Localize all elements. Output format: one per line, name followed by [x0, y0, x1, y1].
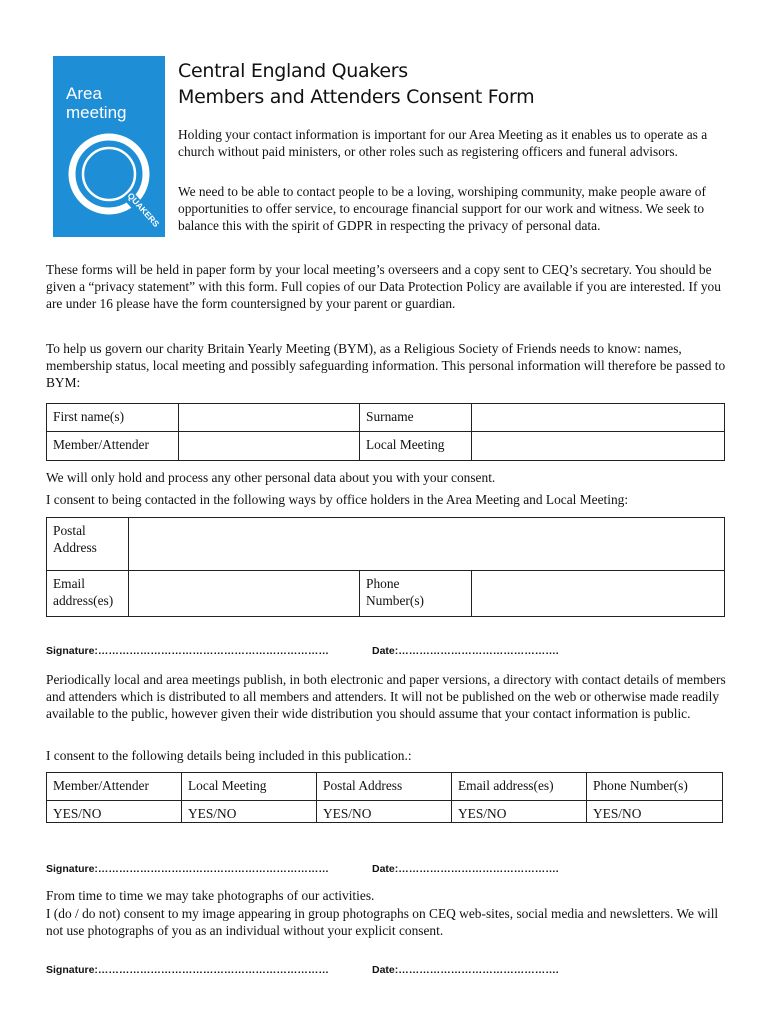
- signature-line-2[interactable]: Signature:…………………………………………………………: [46, 863, 329, 875]
- postal-label-line-1: Postal: [53, 523, 86, 538]
- phone-field[interactable]: [472, 571, 725, 617]
- pub-header-local-meeting: Local Meeting: [182, 773, 317, 801]
- area-meeting-logo: [53, 56, 165, 237]
- pub-header-postal-address: Postal Address: [317, 773, 452, 801]
- email-label-line-1: Email: [53, 576, 85, 591]
- signature-line-3[interactable]: Signature:…………………………………………………………: [46, 964, 329, 976]
- local-meeting-field[interactable]: [472, 432, 725, 461]
- local-meeting-label: Local Meeting: [360, 432, 472, 461]
- surname-label: Surname: [360, 404, 472, 432]
- title-line-2: Members and Attenders Consent Form: [178, 86, 535, 108]
- quaker-q-icon: [53, 56, 165, 237]
- publication-table: [46, 772, 723, 823]
- logo-line-area: Area: [66, 84, 102, 103]
- directory-paragraph: Periodically local and area meetings publish, in both electronic and paper versions, a directory with contact details of members and attenders which is distributed to all members and attenders. It will not be published on the web or otherwise made readily available to the public, however given their wide distribution you should assume that your contact information is public.: [46, 672, 726, 722]
- photograph-consent-statement: I (do / do not) consent to my image appearing in group photographs on CEQ web-sites, social media and newsletters. We will not use photographs of you as an individual without your explicit consent.: [46, 906, 719, 939]
- pub-header-member-attender: Member/Attender: [47, 773, 182, 801]
- first-name-label: First name(s): [47, 404, 179, 432]
- page-title: [178, 58, 534, 110]
- publication-consent-statement: I consent to the following details being included in this publication.:: [46, 748, 412, 763]
- member-attender-field[interactable]: [179, 432, 360, 461]
- date-line-3[interactable]: Date:……………………………………….: [372, 964, 559, 976]
- email-label: [47, 571, 129, 617]
- pub-value-local-meeting[interactable]: YES/NO: [182, 801, 317, 823]
- personal-details-table: [46, 403, 725, 461]
- contact-consent-statement: I consent to being contacted in the following ways by office holders in the Area Meeting and Local Meeting:: [46, 492, 629, 507]
- intro-paragraph-1: Holding your contact information is important for our Area Meeting as it enables us to operate as a church without paid ministers, or other roles such as registering officers and funeral advisors.: [178, 127, 708, 160]
- signature-line-1[interactable]: Signature:…………………………………………………………: [46, 645, 329, 657]
- pub-header-phone: Phone Number(s): [587, 773, 723, 801]
- storage-paragraph: These forms will be held in paper form by your local meeting’s overseers and a copy sent to CEQ’s secretary. You should be given a “privacy statement” with this form. Full copies of our Data Protection Policy are available if you are interested. If you are under 16 please have the form countersigned by your parent or guardian.: [46, 262, 721, 312]
- logo-line-meeting: meeting: [66, 103, 127, 122]
- pub-value-phone[interactable]: YES/NO: [587, 801, 723, 823]
- pub-header-email: Email address(es): [452, 773, 587, 801]
- consent-note: We will only hold and process any other personal data about you with your consent.: [46, 470, 496, 485]
- first-name-field[interactable]: [179, 404, 360, 432]
- email-label-line-2: address(es): [53, 593, 114, 608]
- bym-paragraph: To help us govern our charity Britain Yearly Meeting (BYM), as a Religious Society of Friends needs to know: names, membership status, local meeting and possibly safeguarding information. This personal information will therefore be passed to BYM:: [46, 341, 726, 391]
- surname-field[interactable]: [472, 404, 725, 432]
- contact-details-table: [46, 517, 725, 617]
- phone-label-line-1: Phone: [366, 576, 400, 591]
- phone-label: [360, 571, 472, 617]
- photographs-intro: From time to time we may take photographs of our activities.: [46, 888, 375, 903]
- date-line-2[interactable]: Date:……………………………………….: [372, 863, 559, 875]
- email-field[interactable]: [129, 571, 360, 617]
- logo-badge-text: QUAKERS: [125, 190, 162, 229]
- pub-value-email[interactable]: YES/NO: [452, 801, 587, 823]
- postal-address-field[interactable]: [129, 518, 725, 571]
- postal-address-label: [47, 518, 129, 571]
- pub-value-member-attender[interactable]: YES/NO: [47, 801, 182, 823]
- member-attender-label: Member/Attender: [47, 432, 179, 461]
- intro-paragraph-2: We need to be able to contact people to be a loving, worshiping community, make people aware of opportunities to offer service, to encourage financial support for our work and witness. We seek to balance this with the spirit of GDPR in respecting the privacy of personal data.: [178, 184, 706, 234]
- postal-label-line-2: Address: [53, 540, 97, 555]
- pub-value-postal-address[interactable]: YES/NO: [317, 801, 452, 823]
- date-line-1[interactable]: Date:……………………………………….: [372, 645, 559, 657]
- phone-label-line-2: Number(s): [366, 593, 425, 608]
- title-line-1: Central England Quakers: [178, 60, 408, 82]
